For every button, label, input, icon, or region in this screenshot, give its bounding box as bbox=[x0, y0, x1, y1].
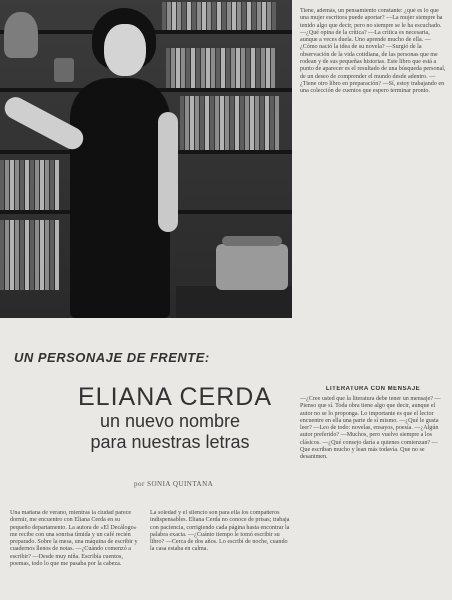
books bbox=[162, 2, 276, 30]
section-label: UN PERSONAJE DE FRENTE: bbox=[14, 350, 210, 365]
jar bbox=[54, 58, 74, 82]
body-column-right-bottom bbox=[300, 386, 446, 600]
section-subhead: LITERATURA CON MENSAJE bbox=[325, 386, 421, 392]
body-column-middle bbox=[150, 510, 290, 600]
article-title: ELIANA CERDA bbox=[78, 383, 273, 411]
desk bbox=[176, 286, 292, 318]
books bbox=[0, 160, 59, 210]
woman-face bbox=[104, 24, 146, 76]
portrait-photo bbox=[0, 0, 292, 318]
body-column-left bbox=[10, 510, 140, 600]
books bbox=[166, 48, 275, 88]
subtitle-line: para nuestras letras bbox=[90, 432, 250, 452]
books bbox=[180, 96, 279, 150]
article-subtitle bbox=[80, 411, 260, 453]
body-text: Una mañana de verano, mientras la ciudad parece dormir, me encuentro con Eliana Cerda en su pequeño departamento. La autora de «El Decálogo» me recibe con una sonrisa tímida y un café recién preparado. Sobre la mesa, una máquina de escribir y cuadernos llenos de notas. —¿Cuándo comenzó a escribir? —Desde muy niña. Escribía cuentos, poemas, todo lo que me pasaba por la cabeza. bbox=[10, 510, 138, 568]
body-text: La soledad y el silencio son para ella los compañeros indispensables. Eliana Cerda no conoce de prisas; trabaja con paciencia, corrigiendo cada página hasta encontrar la palabra exacta. —¿Cuánto tiempo le tomó escribir su libro? —Cerca de dos años. Lo escribí de noche, cuando la casa estaba en calma. bbox=[150, 510, 290, 553]
body-column-right bbox=[300, 8, 446, 378]
books bbox=[0, 220, 59, 290]
subtitle-line: un nuevo nombre bbox=[99, 411, 241, 431]
body-text: —¿Cree usted que la literatura debe tener un mensaje? —Pienso que sí. Toda obra tiene algo que decir, aunque el autor no se lo proponga. Lo importante es que el lector encuentre en ella una parte de sí mismo. —¿Qué le gusta leer? —Leo de todo: novelas, ensayos, poesía. —¿Algún autor preferido? —Muchos, pero vuelvo siempre a los clásicos. —¿Qué consejo daría a quienes comienzan? —Que escriban mucho y lean más todavía. Que no se desanimen. bbox=[300, 396, 441, 461]
byline: por SONIA QUINTANA bbox=[134, 480, 214, 488]
woman-arm bbox=[158, 112, 178, 232]
body-text: Tiene, además, un pensamiento constante: ¿qué es lo que una mujer escritora puede aportar? —La mujer siempre ha tenido algo que decir, pero no siempre se le ha escuchado. —¿Qué opina de la crítica? —La crítica es necesaria, aunque a veces duela. Uno aprende mucho de ella. —¿Cómo nació la idea de su novela? —Surgió de la observación de la vida cotidiana, de las personas que me rodean y de sus pequeñas historias. Este libro que está a punto de aparecer es el resultado de una búsqueda personal, de un deseo de comprender el mundo desde adentro. —¿Tiene otro libro en preparación? —Sí, estoy trabajando en una colección de cuentos que espero terminar pronto. bbox=[300, 8, 446, 95]
woman-figure bbox=[70, 78, 170, 318]
typewriter bbox=[216, 244, 288, 290]
bust-sculpture bbox=[4, 12, 38, 58]
